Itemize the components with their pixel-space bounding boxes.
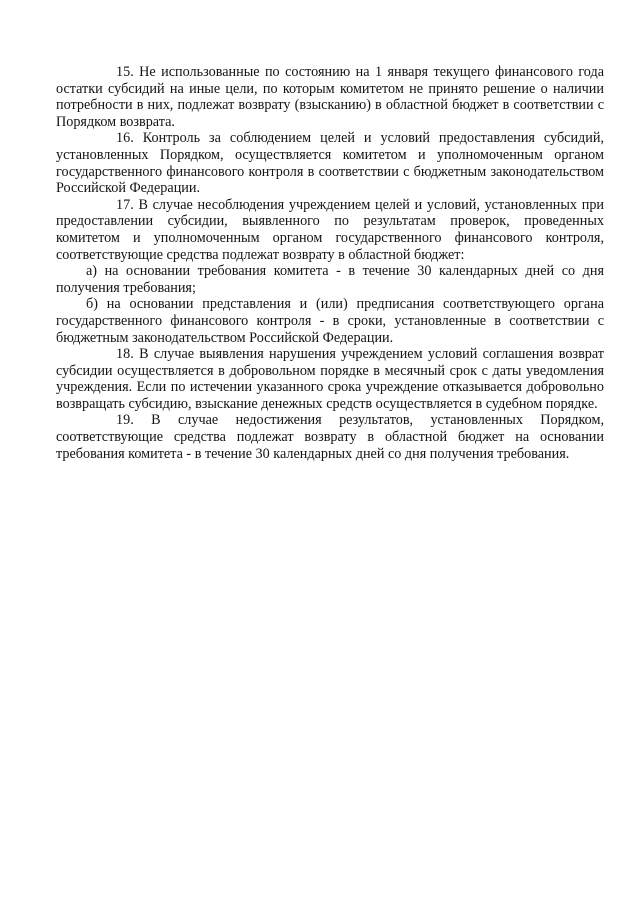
paragraph-19 bbox=[56, 412, 604, 462]
paragraph-number: 16. bbox=[116, 130, 134, 147]
document-body bbox=[56, 64, 604, 462]
paragraph-text: В случае недостижения результатов, установленных Порядком, соответствующие средства подлежат возврату в областной бюджет на основании требования комитета - в течение 30 календарных дней со дня получения требования. bbox=[56, 412, 605, 462]
paragraph-text: В случае несоблюдения учреждением целей и условий, установленных при предоставлении субсидии, выявленного по результатам проверок, проведенных комитетом и уполномоченным органом государственного финансового контроля, соответствующие средства подлежат возврату в областной бюджет: bbox=[56, 196, 605, 263]
paragraph-17 bbox=[56, 197, 604, 263]
paragraph-16 bbox=[56, 130, 604, 196]
paragraph-number: 17. bbox=[116, 196, 134, 213]
paragraph-text: Контроль за соблюдением целей и условий предоставления субсидий, установленных Порядком, осуществляется комитетом и уполномоченным органом государственного финансового контроля в соответствии с бюджетным законодательством Российской Федерации. bbox=[56, 130, 605, 197]
paragraph-number: 18. bbox=[116, 346, 134, 363]
paragraph-text: б) на основании представления и (или) предписания соответствующего органа государственного финансового контроля - в сроки, установленные в соответствии с бюджетным законодательством Российской Федерации. bbox=[56, 296, 604, 346]
paragraph-number: 15. bbox=[116, 64, 134, 80]
paragraph-text: а) на основании требования комитета - в течение 30 календарных дней со дня получения требования; bbox=[56, 263, 604, 296]
paragraph-18 bbox=[56, 346, 604, 412]
paragraph-17-a bbox=[56, 263, 604, 296]
paragraph-15 bbox=[56, 64, 604, 130]
paragraph-text: В случае выявления нарушения учреждением условий соглашения возврат субсидии осуществляется в добровольном порядке в месячный срок с даты уведомления учреждения. Если по истечении указанного срока учреждение отказывается добровольно возвращать субсидию, взыскание денежных средств осуществляется в судебном порядке. bbox=[56, 346, 604, 412]
paragraph-text: Не использованные по состоянию на 1 января текущего финансового года остатки субсидий на иные цели, по которым комитетом не принято решение о наличии потребности в них, подлежат возврату (взысканию) в областной бюджет в соответствии с Порядком возврата. bbox=[56, 64, 605, 130]
paragraph-17-b bbox=[56, 296, 604, 346]
paragraph-number: 19. bbox=[116, 412, 134, 429]
